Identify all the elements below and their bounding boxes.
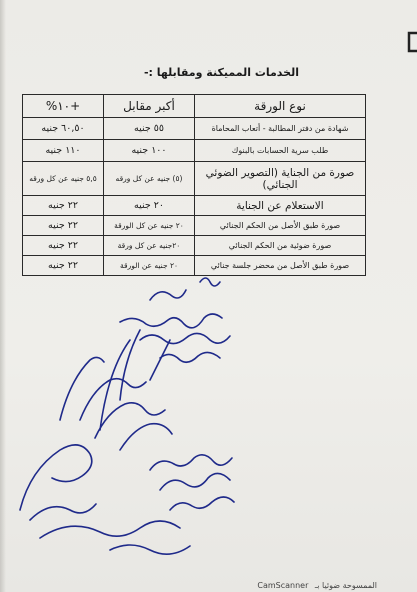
row-document-type: صورة طبق الأصل من الحكم الجنائي [195, 216, 366, 236]
row-plus-fee: ٦٠,٥٠ جنيه [23, 118, 104, 140]
row-plus-fee: ٥,٥ جنيه عن كل ورقه [23, 162, 104, 196]
row-document-type: طلب سرية الحسابات بالبنوك [195, 140, 366, 162]
row-plus-fee: ٢٢ جنيه [23, 236, 104, 256]
corner-mark [400, 30, 417, 54]
handwritten-note [0, 270, 417, 570]
table-row [23, 196, 366, 216]
row-document-type: الاستعلام عن الجناية [195, 196, 366, 216]
scanner-brand: CamScanner [257, 581, 309, 590]
row-max-fee: ٢٠ جنيه عن كل الورقة [104, 216, 195, 236]
table-row [23, 162, 366, 196]
row-plus-fee: ٢٢ جنيه [23, 196, 104, 216]
header-max-fee: أكبر مقابل [104, 95, 195, 118]
row-max-fee: ٢٠ جنيه عن الورقة [104, 256, 195, 276]
row-document-type: صورة ضوئية من الحكم الجنائي [195, 236, 366, 256]
table-row [23, 216, 366, 236]
row-plus-fee: ٢٢ جنيه [23, 256, 104, 276]
scanner-watermark [257, 581, 377, 590]
table-row [23, 118, 366, 140]
row-document-type: صورة من الجناية (التصوير الضوئي الجنائي) [195, 162, 366, 196]
row-document-type: صورة طبق الأصل من محضر جلسة جنائي [195, 256, 366, 276]
services-heading: الخدمات المميكنة ومقابلها :- [143, 66, 299, 79]
table-row [23, 140, 366, 162]
row-document-type: شهادة من دفتر المطالبة - أتعاب المحاماة [195, 118, 366, 140]
header-document-type: نوع الورقة [195, 95, 366, 118]
row-max-fee: ٥٥ جنيه [104, 118, 195, 140]
row-max-fee: ٢٠ جنيه [104, 196, 195, 216]
row-plus-fee: ٢٢ جنيه [23, 216, 104, 236]
scanner-caption: الممسوحة ضوئيا بـ [314, 581, 377, 590]
table-row [23, 236, 366, 256]
row-max-fee: ١٠٠ جنيه [104, 140, 195, 162]
row-max-fee: ٢٠جنيه عن كل ورقة [104, 236, 195, 256]
row-max-fee: (٥) جنيه عن كل ورقه [104, 162, 195, 196]
row-plus-fee: ١١٠ جنيه [23, 140, 104, 162]
header-plus-ten-percent: +١٠% [23, 95, 104, 118]
services-table [22, 94, 366, 276]
table-header-row [23, 95, 366, 118]
